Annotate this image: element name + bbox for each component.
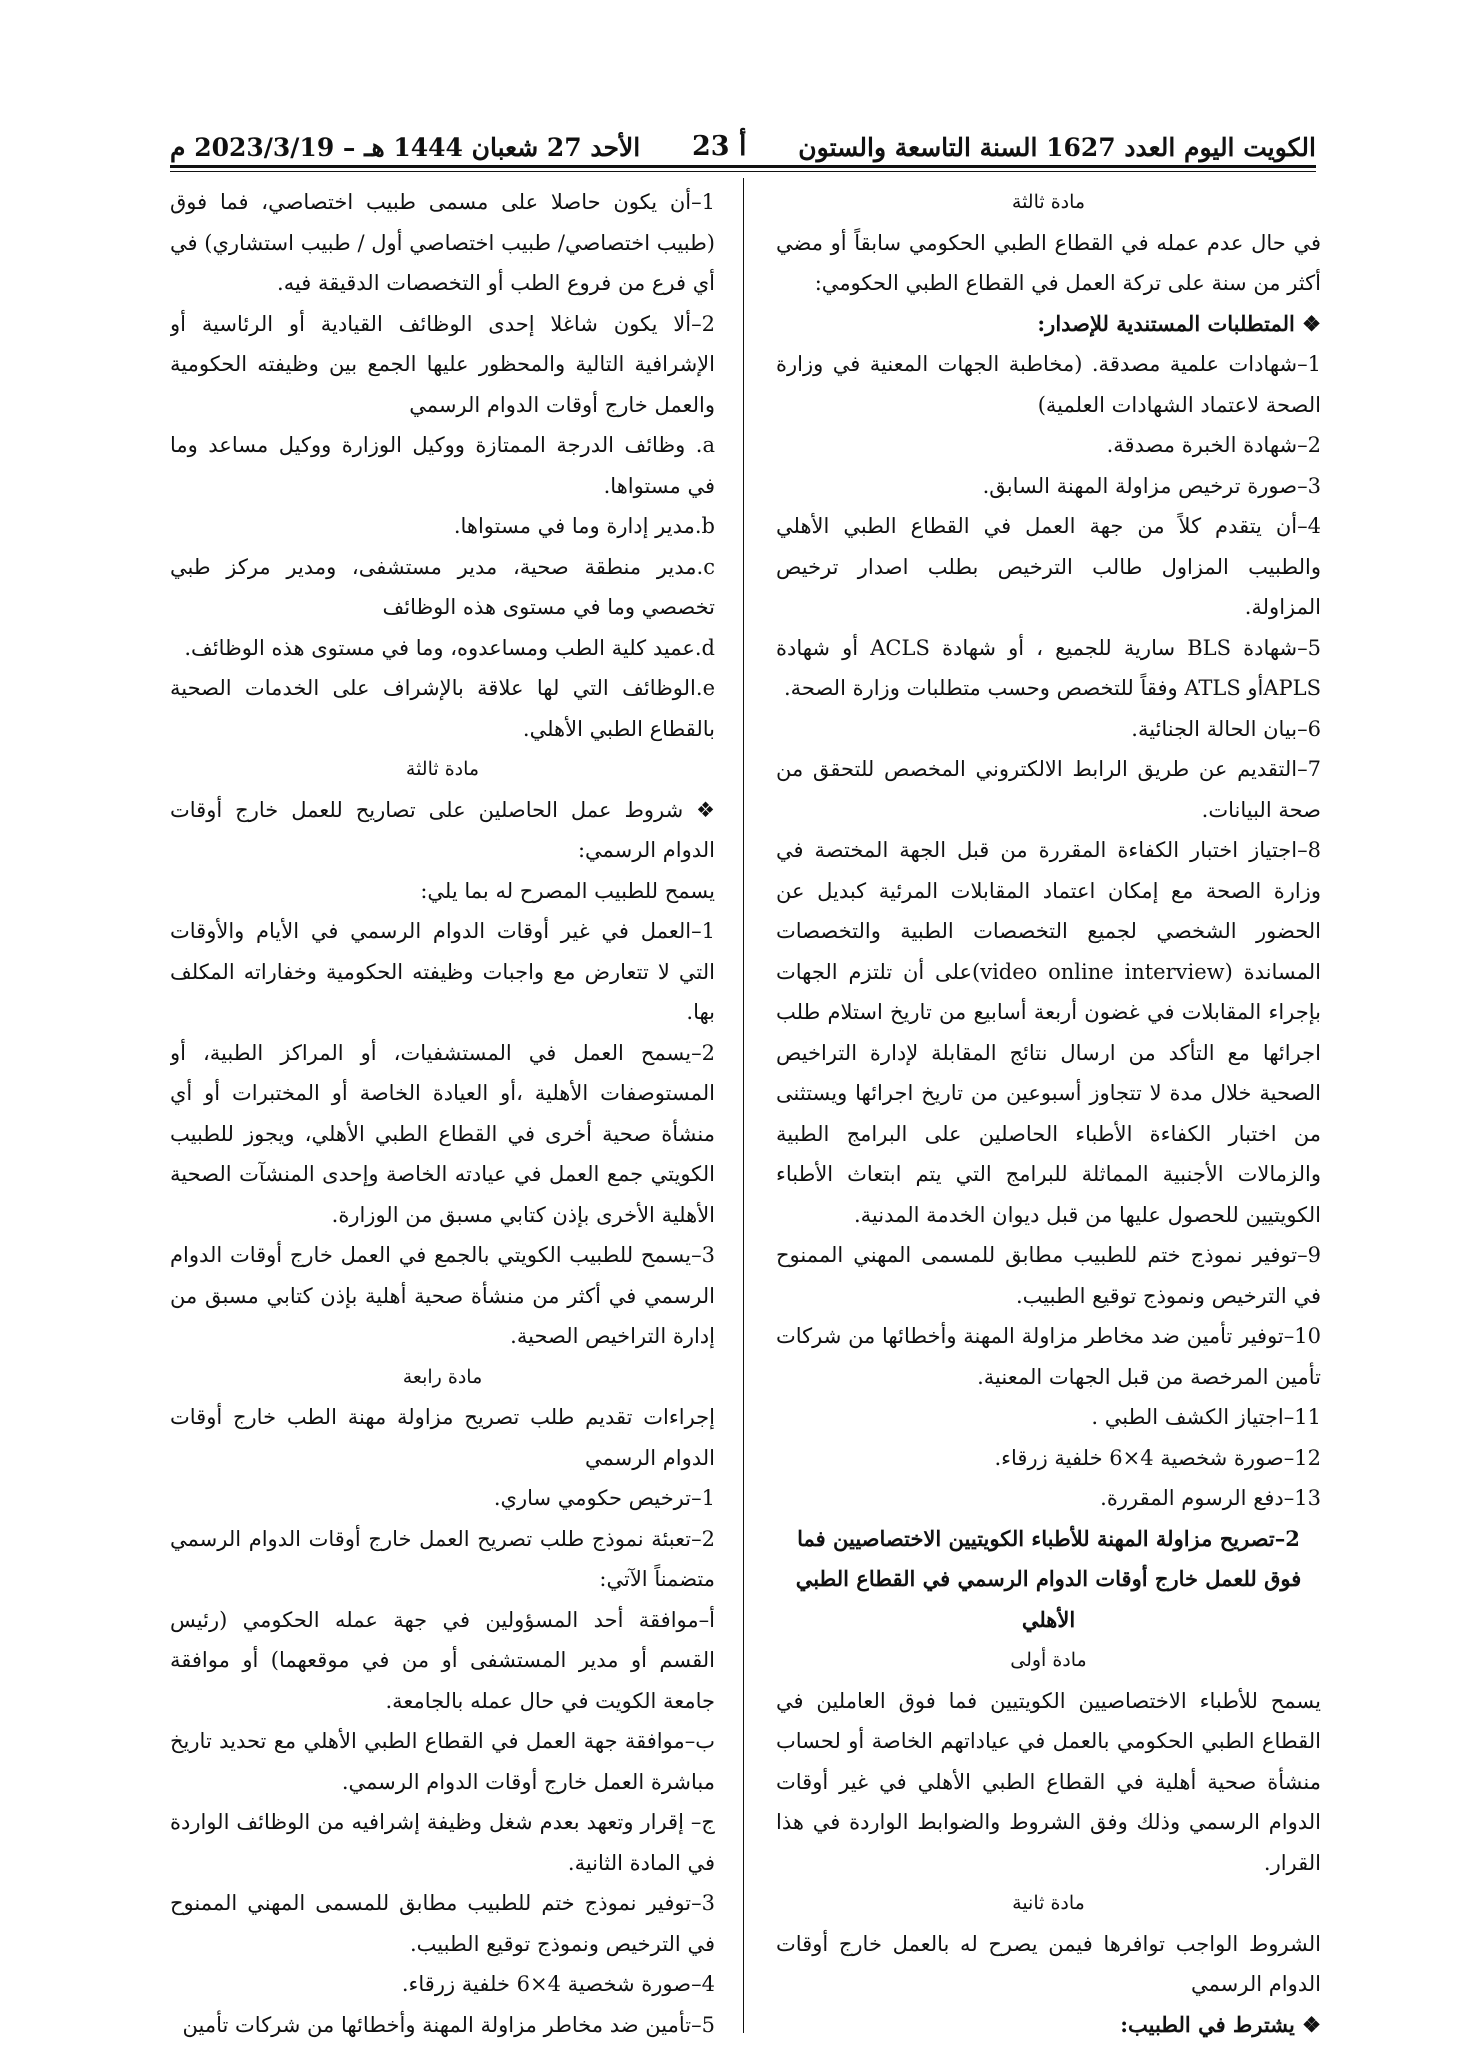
paragraph: 12–صورة شخصية 4×6 خلفية زرقاء. — [994, 1445, 1321, 1470]
paragraph: 1–شهادات علمية مصدقة. (مخاطبة الجهات المعنية في وزارة الصحة لاعتماد الشهادات العلمية) — [776, 352, 1321, 417]
paragraph: ❖ المتطلبات المستندية للإصدار: — [1037, 310, 1321, 336]
header-rule — [170, 165, 1316, 168]
paragraph: 2–ألا يكون شاغلا إحدى الوظائف القيادية أو الرئاسية أو الإشرافية التالية والمحظور عليها الجمع بين وظيفته الحكومية والعمل خارج أوقات الدوام الرسمي — [170, 311, 715, 417]
paragraph: ❖ شروط عمل الحاصلين على تصاريح للعمل خارج أوقات الدوام الرسمي: — [170, 797, 715, 862]
paragraph: 11–اجتياز الكشف الطبي . — [1091, 1405, 1321, 1429]
header-rule-thin — [170, 171, 1316, 172]
paragraph: الشروط الواجب توافرها فيمن يصرح له بالعمل خارج أوقات الدوام الرسمي — [776, 1931, 1321, 1996]
section-heading: مادة أولى — [1010, 1649, 1087, 1671]
paragraph: إجراءات تقديم طلب تصريح مزاولة مهنة الطب خارج أوقات الدوام الرسمي — [170, 1405, 715, 1470]
page-number: أ 23 — [691, 131, 747, 162]
paragraph: في حال عدم عمله في القطاع الطبي الحكومي سابقاً أو مضي أكثر من سنة على تركة العمل في القطاع الطبي الحكومي: — [776, 230, 1321, 295]
paragraph: ❖ يشترط في الطبيب: — [1120, 2011, 1321, 2037]
paragraph: 4–صورة شخصية 4×6 خلفية زرقاء. — [401, 1972, 715, 1996]
paragraph: يسمح للطبيب المصرح له بما يلي: — [420, 878, 715, 903]
paragraph: 1–ترخيص حكومي ساري. — [493, 1486, 715, 1510]
page-header — [170, 118, 1316, 162]
paragraph: يسمح للأطباء الاختصاصيين الكويتيين فما فوق العاملين في القطاع الطبي الحكومي بالعمل في عياداتهم الخاصة أو لحساب منشأة صحية أهلية في القطاع الطبي الأهلي في غير أوقات الدوام الرسمي وذلك وفق الشروط والضوابط الواردة في هذا القرار. — [776, 1688, 1321, 1875]
section-heading: مادة ثالثة — [405, 758, 480, 780]
column-divider — [743, 178, 744, 2033]
paragraph: 1–العمل في غير أوقات الدوام الرسمي في الأيام والأوقات التي لا تتعارض مع واجبات وظيفته الحكومية وخفاراته المكلف بها. — [170, 919, 715, 1024]
paragraph: 3–توفير نموذج ختم للطبيب مطابق للمسمى المهني الممنوح في الترخيص ونموذج توقيع الطبيب. — [170, 1891, 715, 1956]
issue-info: الكويت اليوم العدد 1627 السنة التاسعة والستون — [798, 133, 1316, 162]
paragraph: 13–دفع الرسوم المقررة. — [1100, 1486, 1321, 1510]
paragraph: ب–موافقة جهة العمل في القطاع الطبي الأهلي مع تحديد تاريخ مباشرة العمل خارج أوقات الدوام الرسمي. — [170, 1729, 715, 1794]
paragraph: 2–تعبئة نموذج طلب تصريح العمل خارج أوقات الدوام الرسمي متضمناً الآتي: — [170, 1526, 715, 1591]
right-column — [776, 182, 1321, 2042]
paragraph: 9–توفير نموذج ختم للطبيب مطابق للمسمى المهني الممنوح في الترخيص ونموذج توقيع الطبيب. — [776, 1243, 1321, 1308]
issue-date: الأحد 27 شعبان 1444 هـ – 2023/3/19 م — [170, 133, 641, 162]
section-heading: مادة ثانية — [1012, 1892, 1085, 1914]
paragraph: a. وظائف الدرجة الممتازة ووكيل الوزارة ووكيل مساعد وما في مستواها. — [170, 433, 715, 498]
paragraph: e.الوظائف التي لها علاقة بالإشراف على الخدمات الصحية بالقطاع الطبي الأهلي. — [170, 676, 715, 741]
paragraph: 10–توفير تأمين ضد مخاطر مزاولة المهنة وأخطائها من شركات تأمين المرخصة من قبل الجهات المعنية. — [776, 1324, 1321, 1389]
paragraph: 2–يسمح العمل في المستشفيات، أو المراكز الطبية، أو المستوصفات الأهلية ،أو العيادة الخاصة أو المختبرات أو أي منشأة صحية أخرى في القطاع الطبي الأهلي، ويجوز للطبيب الكويتي جمع العمل في عيادته الخاصة وإحدى المنشآت الصحية الأهلية الأخرى بإذن كتابي مسبق من الوزارة. — [170, 1040, 715, 1227]
paragraph: أ–موافقة أحد المسؤولين في جهة عمله الحكومي (رئيس القسم أو مدير المستشفى أو من في موقعهما) أو موافقة جامعة الكويت في حال عمله بالجامعة. — [170, 1607, 715, 1713]
section-heading: مادة ثالثة — [1011, 191, 1086, 213]
section-heading: 2–تصريح مزاولة المهنة للأطباء الكويتيين الاختصاصيين فما فوق للعمل خارج أوقات الدوام الرسمي في القطاع الطبي الأهلي — [795, 1525, 1302, 1632]
paragraph: d.عميد كلية الطب ومساعدوه، وما في مستوى هذه الوظائف. — [184, 635, 715, 660]
paragraph: 5–شهادة BLS سارية للجميع ، أو شهادة ACLS أو شهادة APLSأو ATLS وفقاً للتخصص وحسب متطلبات وزارة الصحة. — [776, 635, 1321, 700]
paragraph: 2–شهادة الخبرة مصدقة. — [1106, 433, 1321, 457]
paragraph: 5–تأمين ضد مخاطر مزاولة المهنة وأخطائها من شركات تأمين — [182, 2012, 715, 2037]
paragraph: 3–صورة ترخيص مزاولة المهنة السابق. — [982, 473, 1321, 498]
section-heading: مادة رابعة — [402, 1365, 483, 1388]
paragraph: c.مدير منطقة صحية، مدير مستشفى، ومدير مركز طبي تخصصي وما في مستوى هذه الوظائف — [170, 554, 715, 619]
paragraph: 4–أن يتقدم كلاً من جهة العمل في القطاع الطبي الأهلي والطبيب المزاول طالب الترخيص بطلب اصدار ترخيص المزاولة. — [776, 514, 1321, 619]
paragraph: 3–يسمح للطبيب الكويتي بالجمع في العمل خارج أوقات الدوام الرسمي في أكثر من منشأة صحية أهلية بإذن كتابي مسبق من إدارة التراخيص الصحية. — [170, 1243, 715, 1348]
paragraph: 7–التقديم عن طريق الرابط الالكتروني المخصص للتحقق من صحة البيانات. — [776, 757, 1321, 822]
left-column — [170, 182, 715, 2042]
paragraph: 6–بيان الحالة الجنائية. — [1131, 716, 1321, 741]
paragraph: ج– إقرار وتعهد بعدم شغل وظيفة إشرافيه من الوظائف الواردة في المادة الثانية. — [170, 1810, 715, 1875]
paragraph: b.مدير إدارة وما في مستواها. — [453, 514, 715, 538]
paragraph: 8–اجتياز اختبار الكفاءة المقررة من قبل الجهة المختصة في وزارة الصحة مع إمكان اعتماد المقابلات المرئية كبديل عن الحضور الشخصي لجميع التخصصات الطبية والتخصصات المساندة (video online interview)على أن تلتزم الجهات بإجراء المقابلات في غضون أربعة أسابيع من تاريخ استلام طلب اجرائها مع التأكد من ارسال نتائج المقابلة لإدارة التراخيص الصحية خلال مدة لا تتجاوز أسبوعين من تاريخ اجرائها ويستثنى من اختبار الكفاءة الأطباء الحاصلين على البرامج الطبية والزمالات الأجنبية المماثلة للبرامج التي يتم ابتعاث الأطباء الكويتيين للحصول عليها من قبل ديوان الخدمة المدنية. — [776, 838, 1321, 1227]
paragraph: 1–أن يكون حاصلا على مسمى طبيب اختصاصي، فما فوق (طبيب اختصاصي/ طبيب اختصاصي أول / طبيب استشاري) في أي فرع من فروع الطب أو التخصصات الدقيقة فيه. — [170, 190, 715, 295]
